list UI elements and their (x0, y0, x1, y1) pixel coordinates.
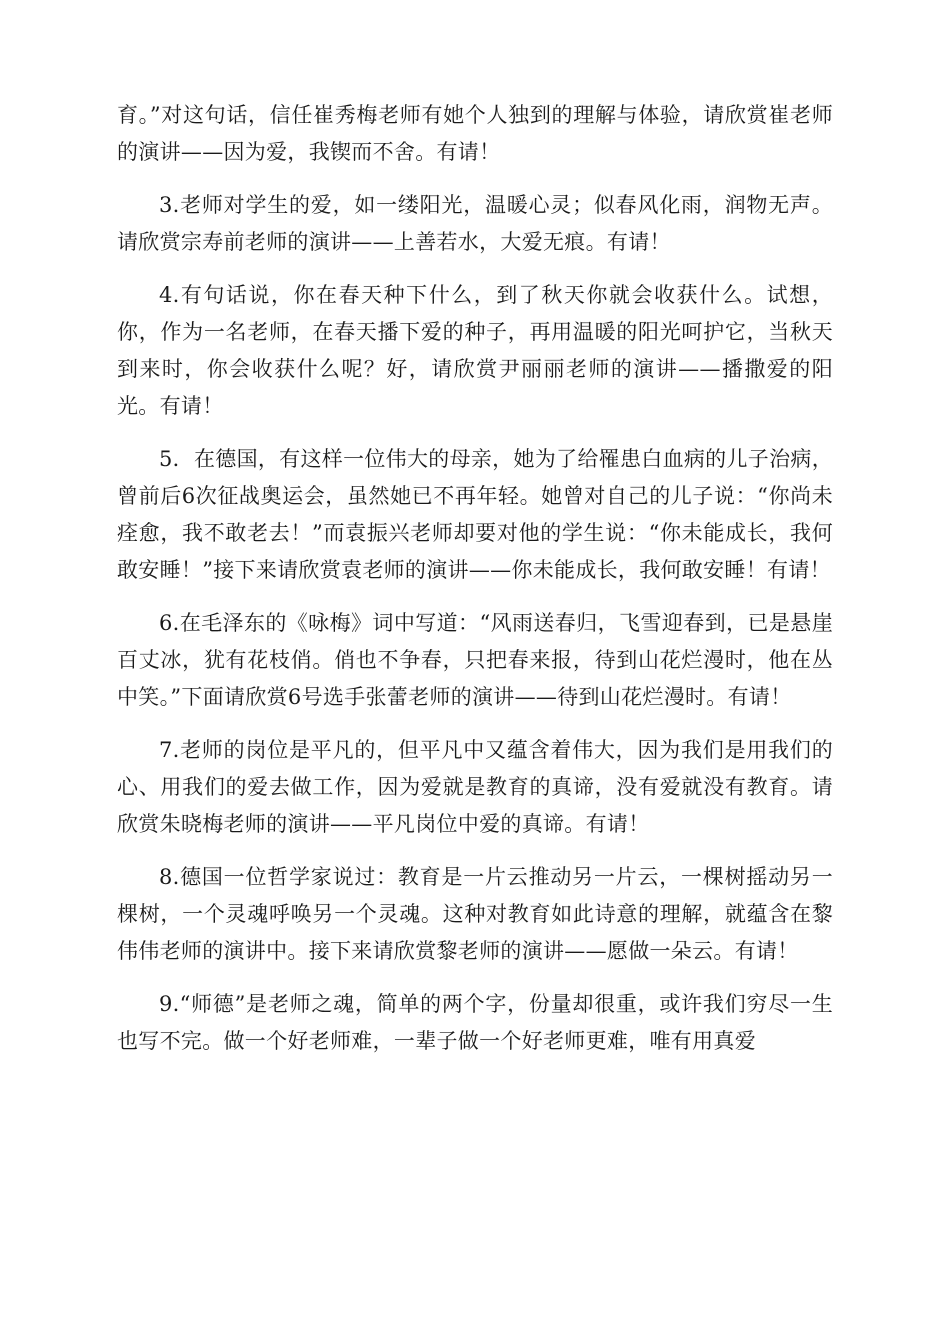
paragraph-item-9: 9.“师德”是老师之魂，简单的两个字，份量却很重，或许我们穷尽一生也写不完。做一个好老师难，一辈子做一个好老师更难，唯有用真爱 (117, 992, 833, 1053)
paragraph-item-4: 4.有句话说，你在春天种下什么，到了秋天你就会收获什么。试想，你，作为一名老师，在春天播下爱的种子，再用温暖的阳光呵护它，当秋天到来时，你会收获什么呢？好，请欣赏尹丽丽老师的演讲——播撒爱的阳光。有请！ (117, 283, 833, 418)
document-body (117, 97, 833, 1076)
paragraph-item-5: 5．在德国，有这样一位伟大的母亲，她为了给罹患白血病的儿子治病，曾前后6次征战奥运会，虽然她已不再年轻。她曾对自己的儿子说：“你尚未痊愈，我不敢老去！”而袁振兴老师却要对他的学生说：“你未能成长，我何敢安睡！”接下来请欣赏袁老师的演讲——你未能成长，我何敢安睡！有请！ (117, 447, 833, 582)
paragraph-continuation: 育。”对这句话，信任崔秀梅老师有她个人独到的理解与体验，请欣赏崔老师的演讲——因为爱，我锲而不舍。有请！ (117, 103, 833, 164)
paragraph-item-8: 8.德国一位哲学家说过：教育是一片云推动另一片云，一棵树摇动另一棵树，一个灵魂呼唤另一个灵魂。这种对教育如此诗意的理解，就蕴含在黎伟伟老师的演讲中。接下来请欣赏黎老师的演讲——愿做一朵云。有请！ (117, 865, 833, 963)
paragraph-item-3: 3.老师对学生的爱，如一缕阳光，温暖心灵；似春风化雨，润物无声。请欣赏宗寿前老师的演讲——上善若水，大爱无痕。有请！ (117, 193, 833, 254)
paragraph-item-6: 6.在毛泽东的《咏梅》词中写道：“风雨送春归，飞雪迎春到，已是悬崖百丈冰，犹有花枝俏。俏也不争春，只把春来报，待到山花烂漫时，他在丛中笑。”下面请欣赏6号选手张蕾老师的演讲——待到山花烂漫时。有请！ (117, 611, 833, 709)
paragraph-item-7: 7.老师的岗位是平凡的，但平凡中又蕴含着伟大，因为我们是用我们的心、用我们的爱去做工作，因为爱就是教育的真谛，没有爱就没有教育。请欣赏朱晓梅老师的演讲——平凡岗位中爱的真谛。有请！ (117, 738, 833, 836)
